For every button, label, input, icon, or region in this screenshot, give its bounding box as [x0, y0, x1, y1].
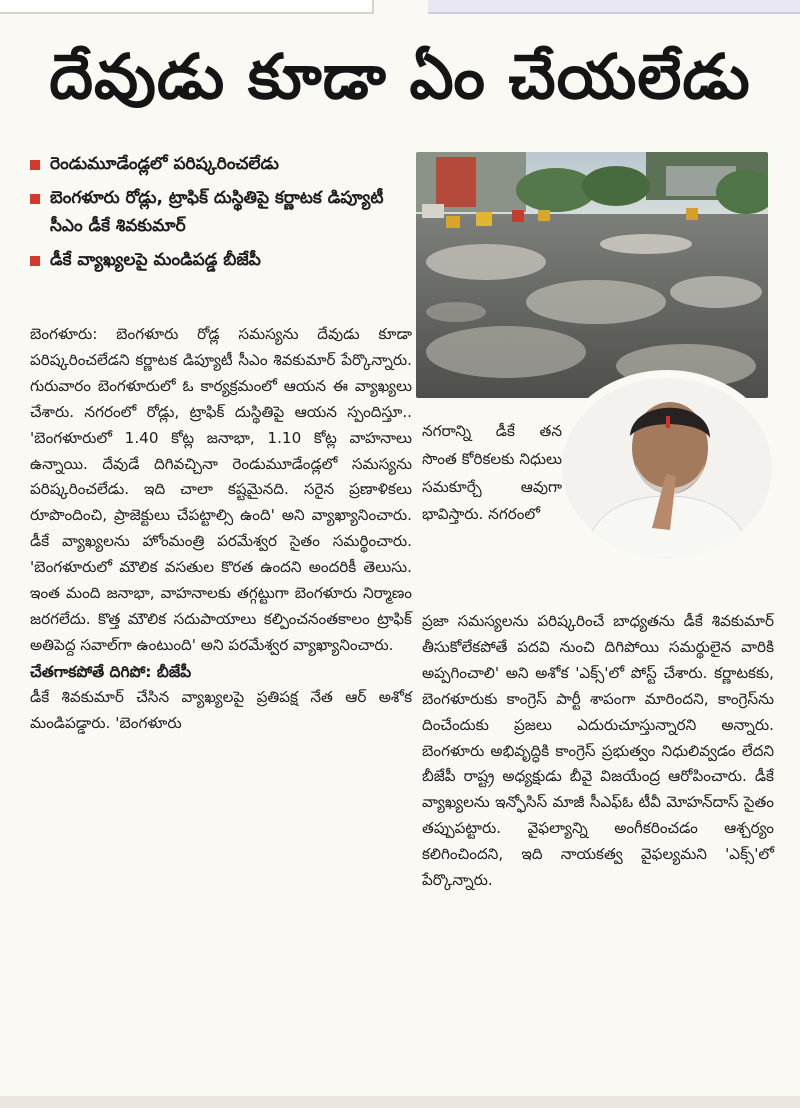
top-rule-right [428, 0, 800, 14]
bullet-item [30, 184, 405, 240]
article-right-column [422, 609, 774, 894]
portrait-photo [562, 378, 772, 558]
bullet-square-icon [30, 194, 40, 204]
bullet-text: డీకే వ్యాఖ్యలపై మండిపడ్డ బీజేపీ [50, 250, 261, 270]
article-body-left-2: డీకే శివకుమార్ చేసిన వ్యాఖ్యలపై ప్రతిపక్ష నేత ఆర్ అశోక మండిపడ్డారు. 'బెంగళూరు [30, 687, 412, 732]
top-rule-left [0, 0, 374, 14]
article-right-top [422, 418, 562, 529]
article-subhead: చేతగాకపోతే దిగిపో: బీజేపీ [30, 662, 192, 681]
bullet-text: బెంగళూరు రోడ్లు, ట్రాఫిక్ దుస్థితిపై కర్ణాటక డిప్యూటీ సీఎం డీకే శివకుమార్ [50, 188, 384, 236]
article-body-right: ప్రజా సమస్యలను పరిష్కరించే బాధ్యతను డీకే శివకుమార్ తీసుకోలేకపోతే పదవి నుంచి దిగిపోయి సమర్థులైన వారికి అప్పగించాలి' అని అశోక 'ఎక్స్'లో పోస్ట్ చేశారు. కర్ణాటకకు, బెంగళూరుకు కాంగ్రెస్ పార్టీ శాపంగా మారిందని, కాంగ్రెస్‌ను దించేందుకు ప్రజలు ఎదురుచూస్తున్నారని అన్నారు. బెంగళూరు అభివృద్ధికి కాంగ్రెస్ ప్రభుత్వం నిధులివ్వడం లేదని బీజేపీ రాష్ట్ర అధ్యక్షుడు బీవై విజయేంద్ర ఆరోపించారు. డీకే వ్యాఖ్యలను ఇన్ఫోసిస్ మాజీ సీఎఫ్ఓ టీవీ మోహన్‌దాస్ సైతం తప్పుపట్టారు. వైఫల్యాన్ని అంగీకరించడం ఆశ్చర్యం కలిగించిందని, ఇది నాయకత్వ వైఫల్యమని 'ఎక్స్'లో పేర్కొన్నారు. [422, 612, 774, 890]
article-left-column [30, 322, 412, 737]
bullet-text: రెండుమూడేండ్లలో పరిష్కరించలేడు [50, 154, 279, 174]
road-photo [416, 152, 768, 398]
article-body-left: బెంగళూరు: బెంగళూరు రోడ్ల సమస్యను దేవుడు కూడా పరిష్కరించలేడని కర్ణాటక డిప్యూటీ సీఎం శివకుమార్ పేర్కొన్నారు. గురువారం బెంగళూరులో ఓ కార్యక్రమంలో ఆయన ఈ వ్యాఖ్యలు చేశారు. నగరంలో రోడ్లు, ట్రాఫిక్ దుస్థితిపై ఆయన స్పందిస్తూ.. 'బెంగళూరులో 1.40 కోట్ల జనాభా, 1.10 కోట్ల వాహనాలు ఉన్నాయి. దేవుడే దిగివచ్చినా రెండుమూడేండ్లలో సమస్యను పరిష్కరించలేడు. ఇది చాలా కష్టమైనది. సరైన ప్రణాళికలు రూపొందించి, ప్రాజెక్టులు చేపట్టాల్సి ఉంది' అని వ్యాఖ్యానించారు. డీకే వ్యాఖ్యలను హోంమంత్రి పరమేశ్వర సైతం సమర్థించారు. 'బెంగళూరులో మౌలిక వసతుల కొరత ఉందని అందరికీ తెలుసు. ఇంత మంది జనాభా, వాహనాలకు తగ్గట్టుగా బెంగళూరు నిర్మాణం జరగలేదు. కొత్త మౌలిక సదుపాయాలు కల్పించనంతకాలం ట్రాఫిక్ అతిపెద్ద సవాల్‌గా ఉంటుంది' అని పరమేశ్వర వ్యాఖ్యానించారు. [30, 325, 412, 654]
article-body-right-top: నగరాన్ని డీకే తన సొంత కోరికలకు నిధులు సమకూర్చే ఆవుగా భావిస్తారు. నగరంలో [422, 422, 562, 524]
bottom-strip [0, 1096, 800, 1108]
headline: దేవుడు కూడా ఏం చేయలేడు [49, 40, 751, 113]
bullet-square-icon [30, 160, 40, 170]
bullet-item [30, 246, 405, 274]
bullet-square-icon [30, 256, 40, 266]
bullet-list [30, 150, 405, 280]
bullet-item [30, 150, 405, 178]
